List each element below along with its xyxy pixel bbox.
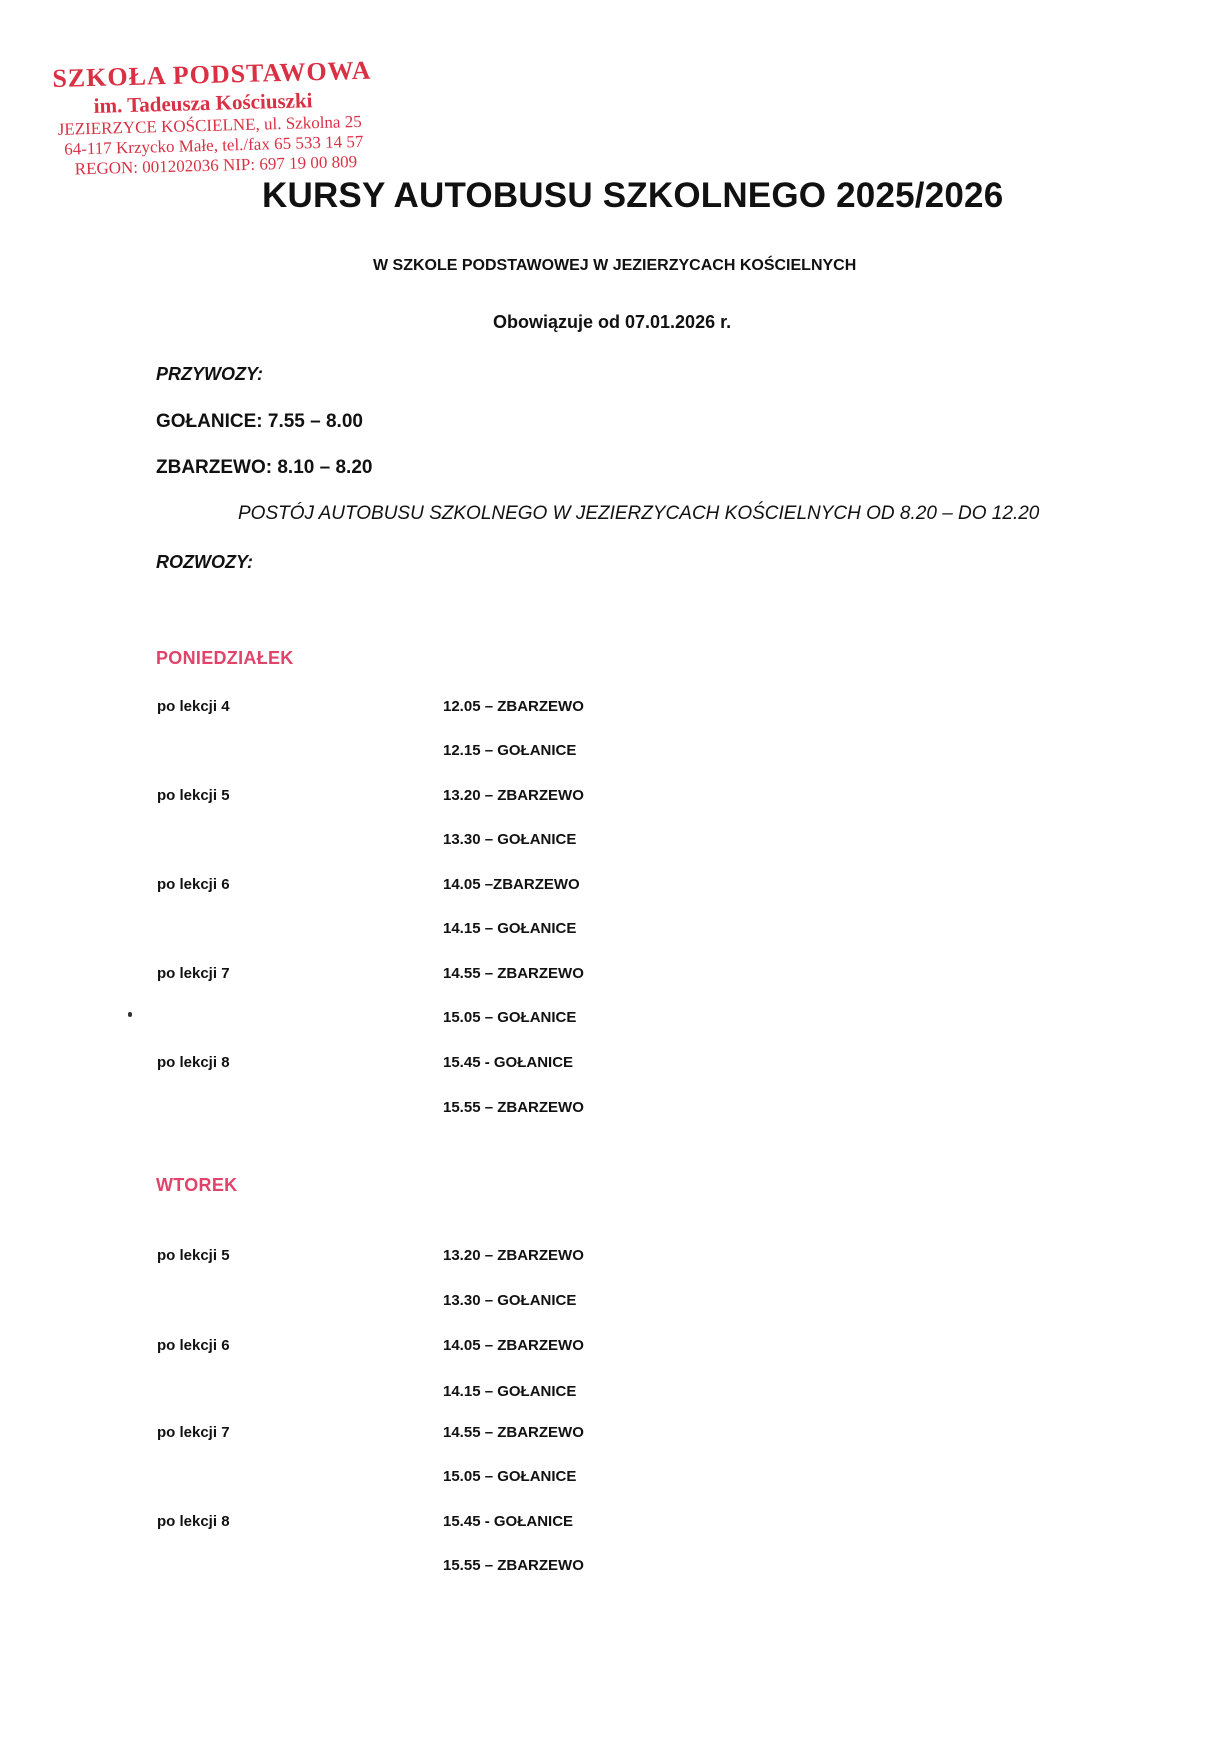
departure-time: 15.55 – ZBARZEWO [443,1099,584,1116]
departure-time: 14.05 –ZBARZEWO [443,876,580,893]
morning-route-golanice: GOŁANICE: 7.55 – 8.00 [156,411,363,432]
section-label-przywozy: PRZYWOZY: [156,364,263,384]
stamp-address: JEZIERZYCE KOŚCIELNE, ul. Szkolna 25 [57,111,362,139]
departure-time: 12.05 – ZBARZEWO [443,698,584,715]
departure-time: 13.30 – GOŁANICE [443,1292,577,1309]
lesson-label: po lekcji 7 [157,1424,230,1441]
page-title: KURSY AUTOBUSU SZKOLNEGO 2025/2026 [262,176,1004,215]
departure-time: 14.15 – GOŁANICE [443,920,577,937]
day-heading-tuesday: WTOREK [156,1175,238,1195]
lesson-label: po lekcji 8 [157,1054,230,1071]
lesson-label: po lekcji 8 [157,1513,230,1530]
departure-time: 15.05 – GOŁANICE [443,1009,577,1026]
departure-time: 13.20 – ZBARZEWO [443,1247,584,1264]
valid-from-date: Obowiązuje od 07.01.2026 r. [493,312,732,332]
school-stamp [52,55,415,180]
departure-time: 14.55 – ZBARZEWO [443,965,584,982]
departure-time: 13.20 – ZBARZEWO [443,787,584,804]
departure-time: 15.05 – GOŁANICE [443,1468,577,1485]
page-subtitle: W SZKOLE PODSTAWOWEJ W JEZIERZYCACH KOŚCIELNYCH [373,257,857,274]
section-label-rozwozy: ROZWOZY: [156,552,253,572]
lesson-label: po lekcji 7 [157,965,230,982]
stamp-school-name: SZKOŁA PODSTAWOWA [52,55,372,93]
morning-route-zbarzewo: ZBARZEWO: 8.10 – 8.20 [156,457,373,478]
departure-time: 14.15 – GOŁANICE [443,1383,577,1400]
lesson-label: po lekcji 4 [157,698,230,715]
departure-time: 15.55 – ZBARZEWO [443,1557,584,1574]
lesson-label: po lekcji 6 [157,1337,230,1354]
departure-time: 13.30 – GOŁANICE [443,831,577,848]
departure-time: 15.45 - GOŁANICE [443,1054,574,1071]
scan-speck [128,1012,132,1017]
departure-time: 14.05 – ZBARZEWO [443,1337,584,1354]
day-heading-monday: PONIEDZIAŁEK [156,648,294,668]
departure-time: 15.45 - GOŁANICE [443,1513,574,1530]
stamp-patron: im. Tadeusza Kościuszki [93,88,313,118]
stamp-regon-nip: REGON: 001202036 NIP: 697 19 00 809 [74,152,358,179]
lesson-label: po lekcji 5 [157,787,230,804]
stamp-postal-phone: 64-117 Krzycko Małe, tel./fax 65 533 14 57 [63,131,364,159]
lesson-label: po lekcji 5 [157,1247,230,1264]
departure-time: 12.15 – GOŁANICE [443,742,577,759]
bus-layover-note: POSTÓJ AUTOBUSU SZKOLNEGO W JEZIERZYCACH KOŚCIELNYCH OD 8.20 – DO 12.20 [238,503,1040,524]
departure-time: 14.55 – ZBARZEWO [443,1424,584,1441]
lesson-label: po lekcji 6 [157,876,230,893]
